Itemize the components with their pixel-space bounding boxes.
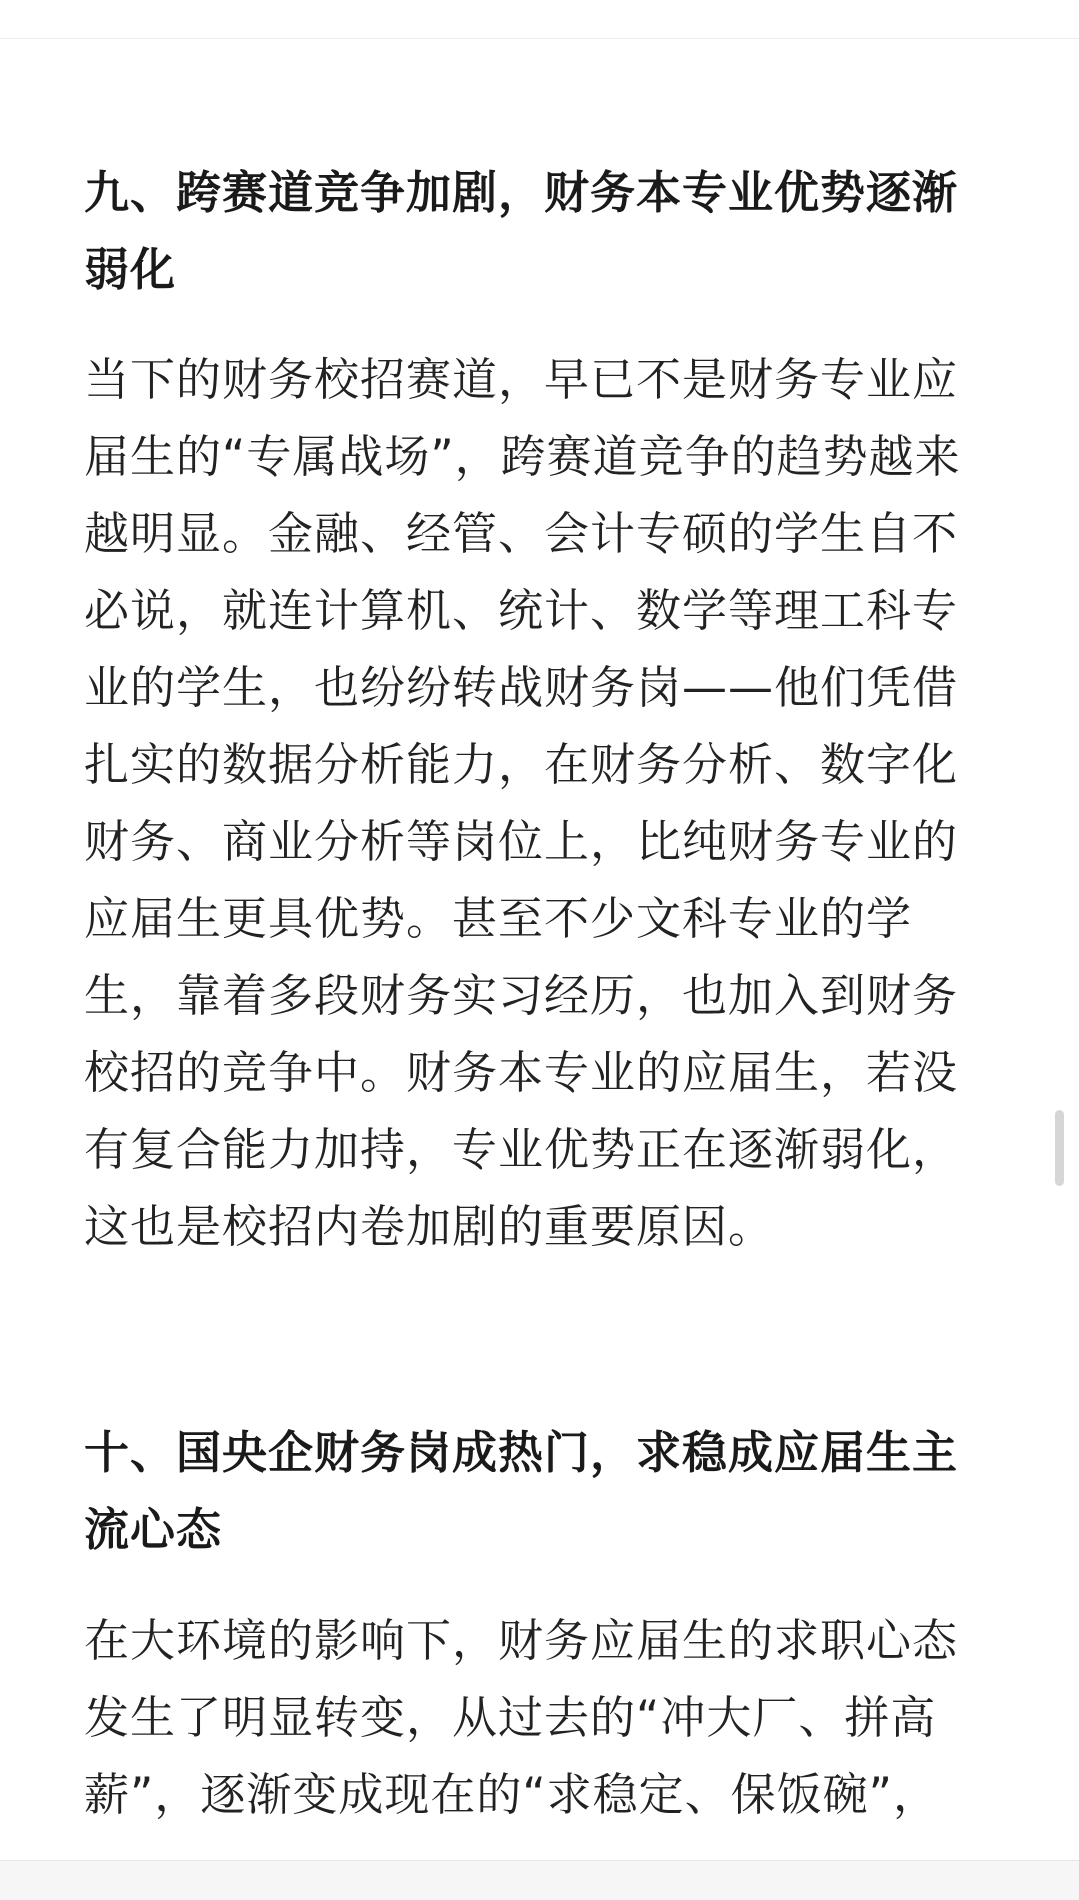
section-heading-10: 十、国央企财务岗成热门，求稳成应届生主流心态 bbox=[84, 1426, 959, 1556]
section-heading-9: 九、跨赛道竞争加剧，财务本专业优势逐渐弱化 bbox=[84, 166, 959, 296]
section-paragraph-9: 当下的财务校招赛道，早已不是财务专业应届生的“专属战场”，跨赛道竞争的趋势越来越明显。金融、经管、会计专硕的学生自不必说，就连计算机、统计、数学等理工科专业的学生，也纷纷转战财务岗——他们凭借扎实的数据分析能力，在财务分析、数字化财务、商业分析等岗位上，比纯财务专业的应届生更具优势。甚至不少文科专业的学生，靠着多段财务实习经历，也加入到财务校招的竞争中。财务本专业的应届生，若没有复合能力加持，专业优势正在逐渐弱化，这也是校招内卷加剧的重要原因。 bbox=[84, 353, 961, 1253]
bottom-bar bbox=[0, 1860, 1079, 1900]
top-bar bbox=[0, 0, 1079, 39]
section-paragraph-10: 在大环境的影响下，财务应届生的求职心态发生了明显转变，从过去的“冲大厂、拼高薪”，逐渐变成现在的“求稳定、保饭碗”， bbox=[84, 1614, 959, 1821]
scrollbar-thumb[interactable] bbox=[1055, 1110, 1064, 1186]
